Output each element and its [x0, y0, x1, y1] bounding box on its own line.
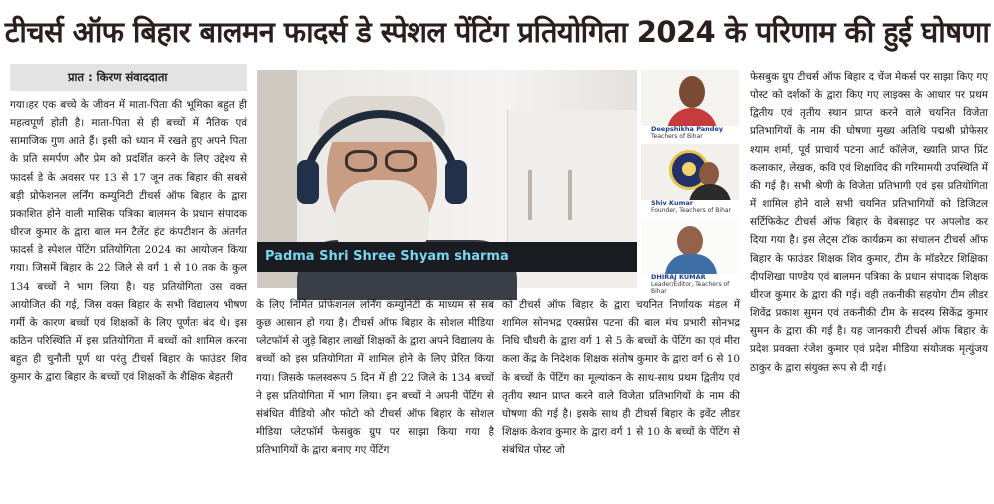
headline: टीचर्स ऑफ बिहार बालमन फादर्स डे स्पेशल पेंटिंग प्रतियोगिता 2024 के परिणाम की हुई घोषणा: [4, 15, 990, 49]
byline: प्रात : किरण संवाददाता: [10, 64, 247, 91]
video-call-photo: [257, 70, 739, 295]
column-3-text: को टीचर्स ऑफ बिहार के द्वारा चयनित निर्णायक मंडल में शामिल सोनभद्र एक्सप्रेस पटना की बाल मंच प्रभारी सोनभद्र निधि चौधरी के द्वारा वर्ग 1 से 5 के बच्चों के पेंटिंग का एवं मीरा कला केंद्र के निदेशक शिक्षक संतोष कुमार के द्वारा वर्ग 6 से 10 के बच्चों के पेंटिंग का मूल्यांकन के साथ-साथ प्रथम द्वितीय एवं तृतीय स्थान प्राप्त करने वाले विजेता प्रतिभागियों के नाम की घोषणा की गई है। इसके साथ ही टीचर्स बिहार के इवेंट लीडर शिक्षक केशव कुमार के द्वारा वर्ग 1 से 10 के बच्चों के पेंटिंग से संबंधित पोस्ट जो: [502, 299, 740, 457]
article-column-3: [502, 296, 740, 500]
article-column-2: [256, 296, 494, 500]
article-column-1: [10, 96, 247, 500]
column-1-text: गया।हर एक बच्चे के जीवन में माता-पिता की भूमिका बहुत ही महत्वपूर्ण होती है। माता-पिता से ही बच्चों में नैतिक एवं सामाजिक गुण आते हैं। इसी को ध्यान में रखते हुए अपने पिता के प्रति समर्पण और प्रेम को प्रदर्शित करने के लिए उद्देश्य से फादर्स डे के अवसर पर 13 से 17 जून तक बिहार की सबसे बड़ी प्रोफेशनल लर्निंग कम्युनिटी टीचर्स ऑफ बिहार के द्वारा प्रकाशित होने वाली मासिक पत्रिका बालमन के प्रधान संपादक धीरज कुमार के द्वारा बाल मन टैलेंट हंट कंपटीशन के अंतर्गत फादर्स डे स्पेशल पेंटिंग प्रतियोगिता 2024 का आयोजन किया गया। जिसमें बिहार के 22 जिले से वर्ग 1 से 10 तक के कुल 134 बच्चों ने भाग लिया है। यह प्रतियोगिता उस वक्त आयोजित की गई, जिस वक्त बिहार के सभी विद्यालय भीषण गर्मी के कारण बच्चों एवं शिक्षकों के लिए पूर्णतः बंद थे। इस कठिन परिस्थिति में इस प्रतियोगिता में बच्चों को शामिल करना बहुत ही चुनौती पूर्ण था परंतु टीचर्स बिहार के फाउंडर शिव कुमार के द्वारा बिहार के बच्चों एवं शिक्षकों के शैक्षिक बेहतरी: [10, 99, 247, 384]
participant-role: Teachers of Bihar: [651, 133, 703, 140]
column-2-text: के लिए निर्मित प्रोफेशनल लर्निंग कम्युनिटी के माध्यम से सब कुछ आसान हो गया है। टीचर्स ऑफ बिहार के सोशल मीडिया प्लेटफॉर्म से जुड़े बिहार लाखों शिक्षकों के द्वारा अपने विद्यालय के बच्चों को इस प्रतियोगिता में शामिल होने के लिए प्रेरित किया गया। जिसके फलस्वरूप 5 दिन में ही 22 जिले के 134 बच्चों ने इस प्रतियोगिता में भाग लिया। इन बच्चों ने अपनी पेंटिंग से संबंधित वीडियो और फोटो को टीचर्स ऑफ बिहार के सोशल मीडिया प्लेटफॉर्म फेसबुक ग्रुप पर साझा किया गया है प्रतिभागियों के द्वारा बनाए गए पेंटिंग: [256, 299, 494, 457]
participant-tile: [641, 218, 739, 295]
participant-role: Leader/Editor, Teachers of Bihar: [651, 281, 730, 295]
article-column-4: [750, 68, 988, 500]
participant-role: Founder, Teachers of Bihar: [651, 207, 732, 214]
participant-tile: [641, 144, 739, 214]
participant-name: DHIRAJ KUMAR: [651, 273, 706, 281]
participant-name: Deepshikha Pandey: [651, 125, 724, 133]
main-speaker-video: [257, 70, 637, 288]
column-4-text: फेसबुक ग्रुप टीचर्स ऑफ बिहार द चेंज मेकर्स पर साझा किए गए पोस्ट को दर्शकों के द्वारा किए गए लाइक्स के आधार पर प्रथम द्वितीय एवं तृतीय स्थान प्राप्त करने वाले चयनित विजेता प्रतिभागियों के नाम की घोषणा मुख्य अतिथि पद्मश्री प्रोफेसर श्याम शर्मा, पूर्व प्राचार्य पटना आर्ट कॉलेज, ख्याति प्राप्त प्रिंट कलाकार, लेखक, कवि एवं शिक्षाविद की गरिमामयी उपस्थिति में की गई है। सभी श्रेणी के विजेता प्रतिभागी एवं इस प्रतियोगिता में शामिल होने वाले सभी चयनित प्रतिभागियों को डिजिटल सर्टिफिकेट टीचर्स ऑफ बिहार के वेबसाइट पर अपलोड कर दिया गया है। इस लेट्स टॉक कार्यक्रम का संचालन टीचर्स ऑफ बिहार के फाउंडर शिक्षक शिव कुमार, टीम के मॉडरेटर शिक्षिका दीपशिखा पाण्डेय एवं बालमन पत्रिका के प्रधान संपादक शिक्षक धीरज कुमार के द्वारा की गई। वही तकनीकी सहयोग टीम लीडर शिवेंद्र प्रकाश सुमन एवं तकनीकी टीम के सदस्य सिकेंद्र कुमार सुमन के द्वारा की गई है। यह जानकारी टीचर्स ऑफ बिहार के प्रदेश प्रवक्ता रंजेश कुमार एवं प्रदेश मीडिया संयोजक मृत्युंजय ठाकुर के द्वारा संयुक्त रूप से दी गई।: [750, 71, 988, 374]
speaker-name-caption: Padma Shri Shree Shyam sharma: [257, 242, 637, 272]
participant-tile: [641, 70, 739, 140]
participant-name: Shiv Kumar: [651, 199, 693, 207]
